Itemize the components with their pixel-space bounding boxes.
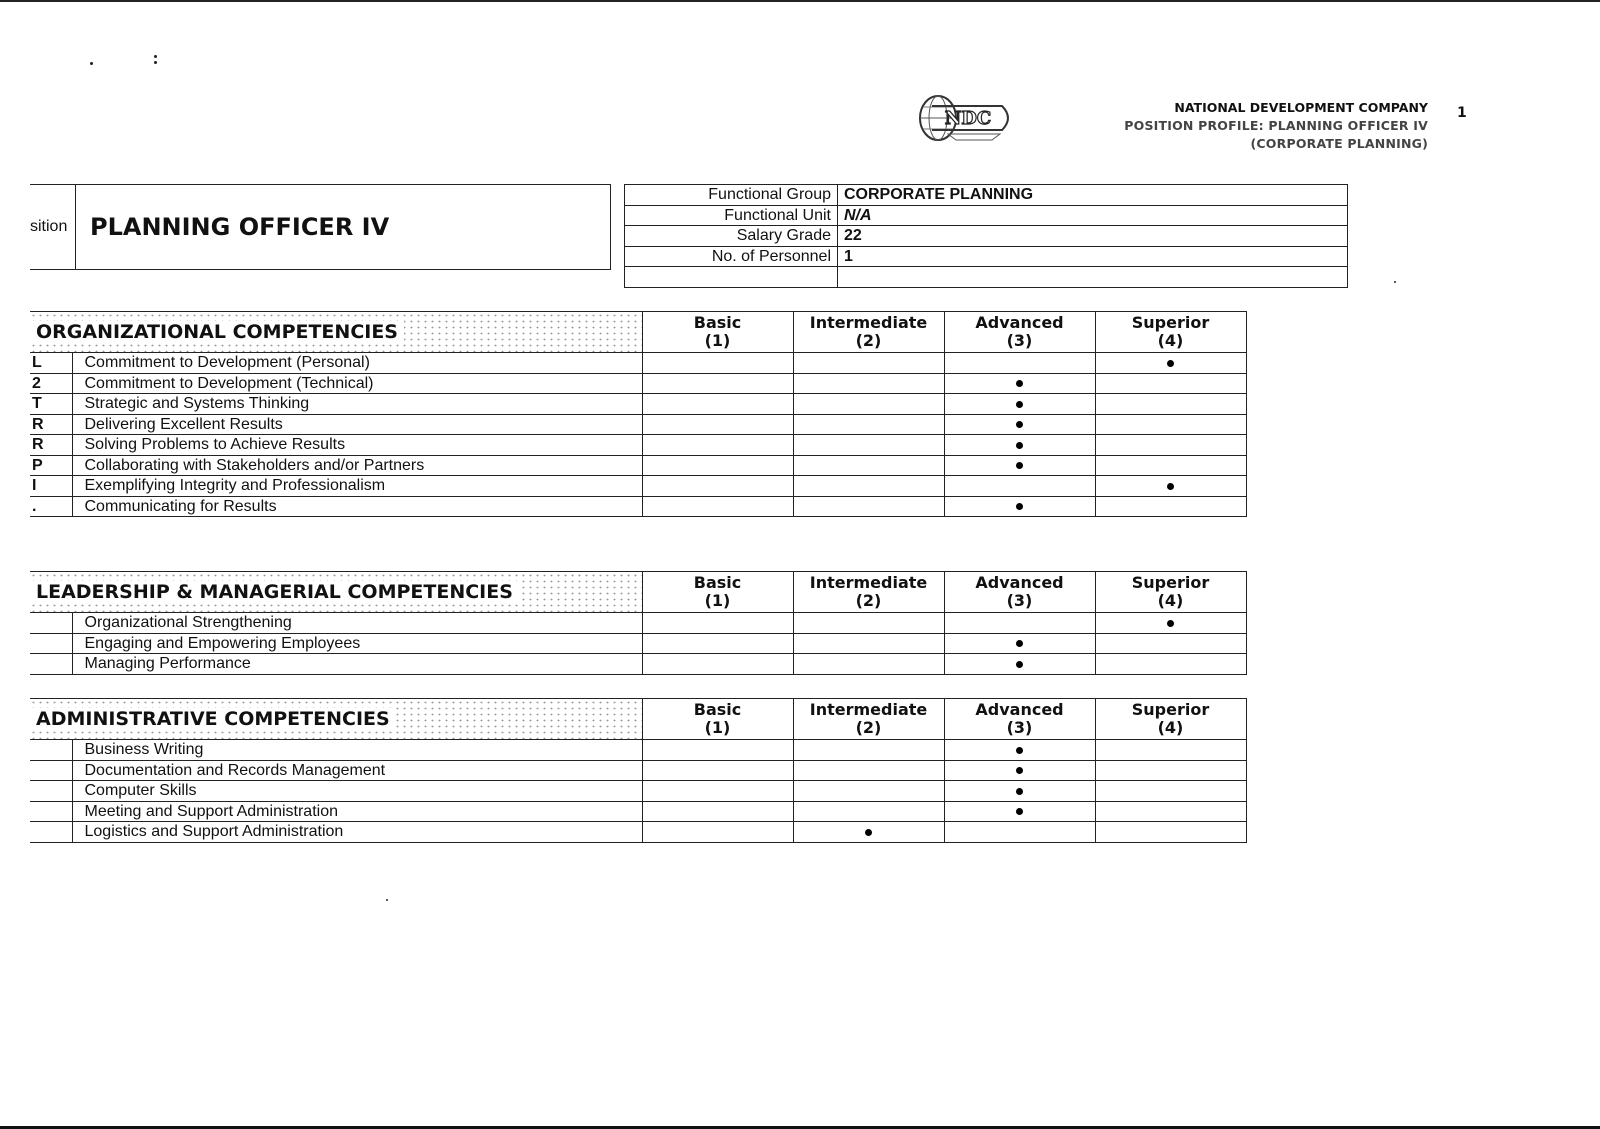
competency-row	[30, 654, 1246, 675]
section-title-text: ADMINISTRATIVE COMPETENCIES	[30, 708, 396, 730]
info-row	[625, 267, 1348, 288]
competency-row	[30, 455, 1246, 476]
competency-name: Delivering Excellent Results	[72, 414, 642, 435]
section-title	[30, 312, 642, 353]
level-cell-2	[793, 760, 944, 781]
info-value: 22	[838, 226, 1348, 247]
competency-name: Strategic and Systems Thinking	[72, 394, 642, 415]
level-name: Intermediate	[809, 700, 928, 719]
level-cell-1	[642, 353, 793, 374]
competency-code: I	[30, 476, 72, 497]
level-cell-2	[793, 781, 944, 802]
section-title	[30, 699, 642, 740]
info-key: Functional Unit	[625, 205, 838, 226]
administrative-competencies-table	[30, 698, 1247, 843]
competency-code: R	[30, 414, 72, 435]
competency-code	[30, 740, 72, 761]
section-title-text: ORGANIZATIONAL COMPETENCIES	[30, 321, 404, 343]
level-number: (4)	[1157, 331, 1184, 350]
level-header-basic	[642, 572, 793, 613]
level-cell-3	[944, 373, 1095, 394]
competency-row	[30, 414, 1246, 435]
position-box	[30, 184, 611, 270]
level-cell-2	[793, 476, 944, 497]
info-row	[625, 226, 1348, 247]
competency-name: Organizational Strengthening	[72, 613, 642, 634]
level-cell-4	[1095, 476, 1246, 497]
level-marker-dot	[1167, 360, 1174, 367]
competency-name: Computer Skills	[72, 781, 642, 802]
competency-code	[30, 781, 72, 802]
level-header-basic	[642, 312, 793, 353]
level-number: (3)	[1006, 591, 1033, 610]
level-marker-dot	[1016, 401, 1023, 408]
competency-name: Commitment to Development (Technical)	[72, 373, 642, 394]
level-cell-4	[1095, 801, 1246, 822]
level-number: (2)	[855, 331, 882, 350]
competency-name: Commitment to Development (Personal)	[72, 353, 642, 374]
level-cell-1	[642, 476, 793, 497]
competency-row	[30, 613, 1246, 634]
level-header-basic	[642, 699, 793, 740]
competency-row	[30, 435, 1246, 456]
info-value: 1	[838, 246, 1348, 267]
level-marker-dot	[1016, 767, 1023, 774]
competency-code: L	[30, 353, 72, 374]
info-row	[625, 246, 1348, 267]
level-cell-4	[1095, 414, 1246, 435]
info-key	[625, 267, 838, 288]
level-cell-3	[944, 394, 1095, 415]
level-header-superior	[1095, 699, 1246, 740]
level-cell-3	[944, 633, 1095, 654]
scan-speck	[154, 55, 157, 58]
competency-code	[30, 633, 72, 654]
level-number: (1)	[704, 331, 731, 350]
level-cell-4	[1095, 455, 1246, 476]
level-name: Advanced	[975, 313, 1064, 332]
level-cell-2	[793, 414, 944, 435]
info-value: N/A	[838, 205, 1348, 226]
level-number: (3)	[1006, 718, 1033, 737]
scan-speck	[386, 899, 388, 901]
level-cell-1	[642, 613, 793, 634]
level-cell-4	[1095, 435, 1246, 456]
level-cell-1	[642, 373, 793, 394]
competency-row	[30, 781, 1246, 802]
level-cell-3	[944, 414, 1095, 435]
info-key: Functional Group	[625, 185, 838, 206]
level-cell-3	[944, 476, 1095, 497]
level-marker-dot	[1016, 380, 1023, 387]
level-cell-4	[1095, 373, 1246, 394]
competency-row	[30, 476, 1246, 497]
level-cell-1	[642, 822, 793, 843]
level-cell-2	[793, 654, 944, 675]
competency-row	[30, 353, 1246, 374]
level-cell-3	[944, 455, 1095, 476]
competency-code	[30, 760, 72, 781]
level-header-advanced	[944, 312, 1095, 353]
level-marker-dot	[1016, 661, 1023, 668]
group-line: (CORPORATE PLANNING)	[1250, 136, 1428, 151]
level-marker-dot	[1016, 462, 1023, 469]
info-key: Salary Grade	[625, 226, 838, 247]
section-title-text: LEADERSHIP & MANAGERIAL COMPETENCIES	[30, 581, 519, 603]
competency-row	[30, 394, 1246, 415]
section-header-row	[30, 699, 1246, 740]
level-header-superior	[1095, 572, 1246, 613]
level-cell-3	[944, 822, 1095, 843]
competency-row	[30, 822, 1246, 843]
competency-row	[30, 373, 1246, 394]
level-number: (2)	[855, 591, 882, 610]
level-cell-1	[642, 455, 793, 476]
level-cell-2	[793, 455, 944, 476]
competency-code	[30, 801, 72, 822]
competency-row	[30, 633, 1246, 654]
scan-speck	[1394, 281, 1396, 283]
level-cell-1	[642, 740, 793, 761]
level-cell-1	[642, 781, 793, 802]
competency-name: Meeting and Support Administration	[72, 801, 642, 822]
level-cell-1	[642, 414, 793, 435]
level-cell-1	[642, 633, 793, 654]
level-cell-2	[793, 496, 944, 517]
level-cell-2	[793, 633, 944, 654]
level-name: Advanced	[975, 700, 1064, 719]
section-header-row	[30, 312, 1246, 353]
leadership-competencies-table	[30, 571, 1247, 675]
competency-code	[30, 654, 72, 675]
level-cell-1	[642, 654, 793, 675]
level-cell-1	[642, 394, 793, 415]
level-number: (2)	[855, 718, 882, 737]
section-title	[30, 572, 642, 613]
level-name: Intermediate	[809, 573, 928, 592]
level-cell-4	[1095, 781, 1246, 802]
scan-speck	[154, 61, 157, 64]
competency-code: T	[30, 394, 72, 415]
level-cell-4	[1095, 496, 1246, 517]
level-cell-2	[793, 394, 944, 415]
level-name: Superior	[1131, 700, 1210, 719]
competency-code: 2	[30, 373, 72, 394]
level-marker-dot	[1016, 421, 1023, 428]
level-name: Advanced	[975, 573, 1064, 592]
level-name: Basic	[693, 700, 742, 719]
competency-name: Solving Problems to Achieve Results	[72, 435, 642, 456]
position-label: sition	[30, 185, 76, 269]
level-marker-dot	[1167, 483, 1174, 490]
level-header-advanced	[944, 572, 1095, 613]
competency-name: Business Writing	[72, 740, 642, 761]
level-cell-2	[793, 822, 944, 843]
level-header-advanced	[944, 699, 1095, 740]
level-cell-3	[944, 613, 1095, 634]
section-header-row	[30, 572, 1246, 613]
level-cell-3	[944, 353, 1095, 374]
level-marker-dot	[1016, 808, 1023, 815]
competency-code: .	[30, 496, 72, 517]
level-cell-2	[793, 801, 944, 822]
level-marker-dot	[1016, 503, 1023, 510]
page-number: 1	[1457, 105, 1467, 121]
level-cell-1	[642, 496, 793, 517]
level-cell-3	[944, 654, 1095, 675]
info-value: CORPORATE PLANNING	[838, 185, 1348, 206]
competency-code	[30, 613, 72, 634]
competency-row	[30, 496, 1246, 517]
level-header-intermediate	[793, 699, 944, 740]
info-key: No. of Personnel	[625, 246, 838, 267]
competency-code: R	[30, 435, 72, 456]
level-cell-4	[1095, 633, 1246, 654]
level-cell-4	[1095, 822, 1246, 843]
level-marker-dot	[1016, 442, 1023, 449]
level-cell-3	[944, 740, 1095, 761]
company-header	[1124, 99, 1428, 153]
level-number: (3)	[1006, 331, 1033, 350]
competency-name: Communicating for Results	[72, 496, 642, 517]
info-row	[625, 185, 1348, 206]
level-header-superior	[1095, 312, 1246, 353]
level-number: (1)	[704, 591, 731, 610]
position-title: PLANNING OFFICER IV	[90, 213, 390, 241]
level-cell-2	[793, 353, 944, 374]
competency-name: Documentation and Records Management	[72, 760, 642, 781]
level-cell-3	[944, 781, 1095, 802]
level-marker-dot	[1016, 747, 1023, 754]
position-info-table	[624, 184, 1348, 288]
level-cell-2	[793, 740, 944, 761]
level-cell-3	[944, 496, 1095, 517]
info-value	[838, 267, 1348, 288]
page-top-border	[0, 0, 1600, 2]
competency-code	[30, 822, 72, 843]
competency-code: P	[30, 455, 72, 476]
level-marker-dot	[865, 829, 872, 836]
level-name: Intermediate	[809, 313, 928, 332]
level-cell-2	[793, 613, 944, 634]
level-marker-dot	[1016, 788, 1023, 795]
level-name: Superior	[1131, 313, 1210, 332]
level-name: Basic	[693, 313, 742, 332]
level-header-intermediate	[793, 572, 944, 613]
level-cell-4	[1095, 760, 1246, 781]
level-cell-2	[793, 373, 944, 394]
level-cell-3	[944, 801, 1095, 822]
level-cell-1	[642, 801, 793, 822]
level-cell-4	[1095, 740, 1246, 761]
competency-row	[30, 740, 1246, 761]
organizational-competencies-table	[30, 311, 1247, 517]
level-marker-dot	[1016, 640, 1023, 647]
level-number: (4)	[1157, 591, 1184, 610]
level-marker-dot	[1167, 620, 1174, 627]
level-name: Superior	[1131, 573, 1210, 592]
level-cell-1	[642, 760, 793, 781]
competency-row	[30, 801, 1246, 822]
position-profile-line: POSITION PROFILE: PLANNING OFFICER IV	[1124, 118, 1428, 133]
level-cell-3	[944, 760, 1095, 781]
level-cell-4	[1095, 353, 1246, 374]
level-cell-4	[1095, 613, 1246, 634]
competency-name: Managing Performance	[72, 654, 642, 675]
ndc-logo	[918, 92, 1016, 146]
svg-text:NDC: NDC	[944, 108, 992, 129]
level-cell-3	[944, 435, 1095, 456]
level-cell-1	[642, 435, 793, 456]
level-cell-4	[1095, 394, 1246, 415]
level-name: Basic	[693, 573, 742, 592]
competency-name: Logistics and Support Administration	[72, 822, 642, 843]
company-name: NATIONAL DEVELOPMENT COMPANY	[1174, 100, 1428, 115]
level-header-intermediate	[793, 312, 944, 353]
level-number: (4)	[1157, 718, 1184, 737]
level-cell-2	[793, 435, 944, 456]
competency-name: Collaborating with Stakeholders and/or Partners	[72, 455, 642, 476]
level-number: (1)	[704, 718, 731, 737]
scan-speck	[90, 62, 93, 65]
info-row	[625, 205, 1348, 226]
level-cell-4	[1095, 654, 1246, 675]
competency-name: Engaging and Empowering Employees	[72, 633, 642, 654]
competency-name: Exemplifying Integrity and Professionalism	[72, 476, 642, 497]
competency-row	[30, 760, 1246, 781]
